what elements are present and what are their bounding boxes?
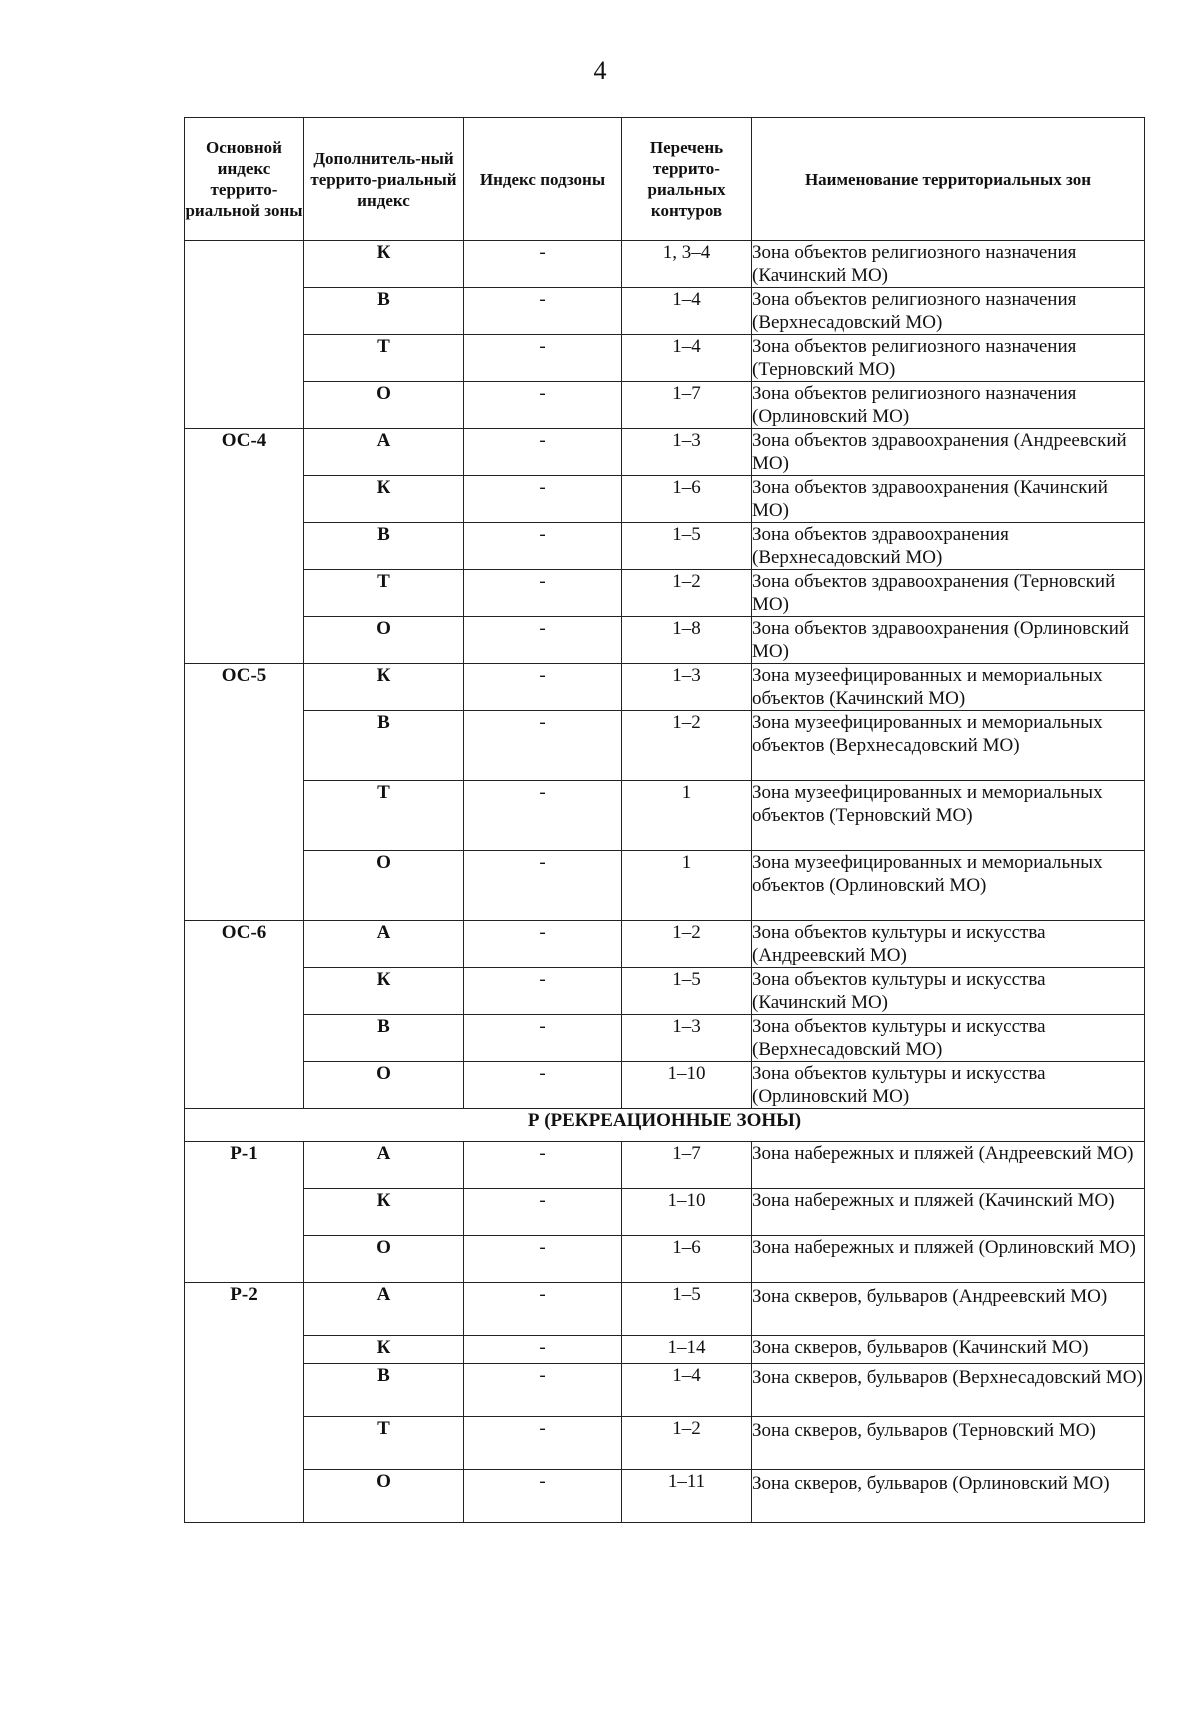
zone-name-cell: Зона музеефицированных и мемориальных объектов (Орлиновский МО): [752, 851, 1145, 921]
contours-cell: 1–4: [622, 288, 752, 335]
table-row: [185, 1336, 1145, 1364]
table-row: [185, 1236, 1145, 1283]
add-index-cell: В: [304, 711, 464, 781]
table-row: [185, 711, 1145, 781]
subzone-cell: -: [464, 288, 622, 335]
subzone-cell: -: [464, 1142, 622, 1189]
subzone-cell: -: [464, 523, 622, 570]
table-row: [185, 921, 1145, 968]
subzone-cell: -: [464, 1417, 622, 1470]
subzone-cell: -: [464, 1470, 622, 1523]
add-index-cell: Т: [304, 570, 464, 617]
add-index-cell: К: [304, 1189, 464, 1236]
contours-cell: 1–5: [622, 968, 752, 1015]
zone-name-cell: Зона объектов религиозного назначения (Орлиновский МО): [752, 382, 1145, 429]
zone-name-cell: Зона объектов культуры и искусства (Андреевский МО): [752, 921, 1145, 968]
contours-cell: 1–3: [622, 429, 752, 476]
section-row: [185, 1109, 1145, 1142]
table-row: [185, 570, 1145, 617]
add-index-cell: К: [304, 1336, 464, 1364]
add-index-cell: В: [304, 1015, 464, 1062]
table-row: [185, 476, 1145, 523]
main-index-cell: ОС-6: [185, 921, 304, 1109]
table-row: [185, 1417, 1145, 1470]
zone-name-cell: Зона скверов, бульваров (Андреевский МО): [752, 1283, 1145, 1336]
subzone-cell: -: [464, 335, 622, 382]
subzone-cell: -: [464, 1283, 622, 1336]
add-index-cell: А: [304, 921, 464, 968]
add-index-cell: Т: [304, 781, 464, 851]
main-index-cell: Р-1: [185, 1142, 304, 1283]
zone-name-cell: Зона объектов культуры и искусства (Орлиновский МО): [752, 1062, 1145, 1109]
add-index-cell: В: [304, 1364, 464, 1417]
add-index-cell: О: [304, 617, 464, 664]
header-contours: Перечень террито-риальных контуров: [622, 118, 752, 241]
zones-table: [184, 117, 1145, 1523]
contours-cell: 1–7: [622, 382, 752, 429]
table-row: [185, 1364, 1145, 1417]
zone-name-cell: Зона набережных и пляжей (Андреевский МО): [752, 1142, 1145, 1189]
zone-name-cell: Зона набережных и пляжей (Орлиновский МО): [752, 1236, 1145, 1283]
subzone-cell: -: [464, 1336, 622, 1364]
zone-name-cell: Зона объектов здравоохранения (Верхнесадовский МО): [752, 523, 1145, 570]
zone-name-cell: Зона объектов здравоохранения (Качинский МО): [752, 476, 1145, 523]
contours-cell: 1–6: [622, 1236, 752, 1283]
contours-cell: 1–3: [622, 1015, 752, 1062]
contours-cell: 1: [622, 851, 752, 921]
add-index-cell: В: [304, 288, 464, 335]
main-index-cell: Р-2: [185, 1283, 304, 1523]
subzone-cell: -: [464, 429, 622, 476]
subzone-cell: -: [464, 1189, 622, 1236]
main-index-cell: [185, 241, 304, 429]
subzone-cell: -: [464, 241, 622, 288]
section-recreational-title: Р (РЕКРЕАЦИОННЫЕ ЗОНЫ): [185, 1109, 1145, 1142]
table-row: [185, 1283, 1145, 1336]
contours-cell: 1–14: [622, 1336, 752, 1364]
header-subzone-index: Индекс подзоны: [464, 118, 622, 241]
contours-cell: 1–4: [622, 1364, 752, 1417]
subzone-cell: -: [464, 664, 622, 711]
table-row: [185, 1015, 1145, 1062]
zone-name-cell: Зона объектов культуры и искусства (Качинский МО): [752, 968, 1145, 1015]
contours-cell: 1: [622, 781, 752, 851]
contours-cell: 1–5: [622, 523, 752, 570]
subzone-cell: -: [464, 781, 622, 851]
zone-name-cell: Зона объектов здравоохранения (Терновский МО): [752, 570, 1145, 617]
contours-cell: 1–3: [622, 664, 752, 711]
contours-cell: 1–8: [622, 617, 752, 664]
zone-name-cell: Зона скверов, бульваров (Качинский МО): [752, 1336, 1145, 1364]
zone-name-cell: Зона скверов, бульваров (Верхнесадовский МО): [752, 1364, 1145, 1417]
subzone-cell: -: [464, 711, 622, 781]
subzone-cell: -: [464, 476, 622, 523]
header-main-index: Основной индекс террито-риальной зоны: [185, 118, 304, 241]
table-row: [185, 781, 1145, 851]
table-row: [185, 288, 1145, 335]
add-index-cell: Т: [304, 335, 464, 382]
table-row: [185, 1142, 1145, 1189]
subzone-cell: -: [464, 1062, 622, 1109]
zone-name-cell: Зона музеефицированных и мемориальных объектов (Верхнесадовский МО): [752, 711, 1145, 781]
add-index-cell: Т: [304, 1417, 464, 1470]
add-index-cell: К: [304, 476, 464, 523]
table-header-row: [185, 118, 1145, 241]
zone-name-cell: Зона музеефицированных и мемориальных объектов (Качинский МО): [752, 664, 1145, 711]
table-row: [185, 664, 1145, 711]
header-additional-index: Дополнитель-ный террито-риальный индекс: [304, 118, 464, 241]
subzone-cell: -: [464, 1364, 622, 1417]
subzone-cell: -: [464, 921, 622, 968]
table-row: [185, 1470, 1145, 1523]
table-row: [185, 968, 1145, 1015]
contours-cell: 1–5: [622, 1283, 752, 1336]
contours-cell: 1, 3–4: [622, 241, 752, 288]
add-index-cell: А: [304, 1283, 464, 1336]
table-row: [185, 241, 1145, 288]
table-row: [185, 429, 1145, 476]
header-zone-name: Наименование территориальных зон: [752, 118, 1145, 241]
zone-name-cell: Зона объектов религиозного назначения (Терновский МО): [752, 335, 1145, 382]
subzone-cell: -: [464, 1015, 622, 1062]
page-number: 4: [593, 56, 607, 85]
contours-cell: 1–2: [622, 921, 752, 968]
subzone-cell: -: [464, 617, 622, 664]
contours-cell: 1–4: [622, 335, 752, 382]
zone-name-cell: Зона объектов религиозного назначения (Качинский МО): [752, 241, 1145, 288]
contours-cell: 1–10: [622, 1062, 752, 1109]
add-index-cell: А: [304, 1142, 464, 1189]
add-index-cell: О: [304, 382, 464, 429]
add-index-cell: О: [304, 1470, 464, 1523]
contours-cell: 1–11: [622, 1470, 752, 1523]
zone-name-cell: Зона скверов, бульваров (Орлиновский МО): [752, 1470, 1145, 1523]
table-row: [185, 851, 1145, 921]
subzone-cell: -: [464, 1236, 622, 1283]
contours-cell: 1–2: [622, 570, 752, 617]
zone-name-cell: Зона скверов, бульваров (Терновский МО): [752, 1417, 1145, 1470]
add-index-cell: В: [304, 523, 464, 570]
add-index-cell: К: [304, 241, 464, 288]
table-row: [185, 617, 1145, 664]
table-row: [185, 1189, 1145, 1236]
zone-name-cell: Зона объектов здравоохранения (Андреевский МО): [752, 429, 1145, 476]
add-index-cell: О: [304, 851, 464, 921]
add-index-cell: О: [304, 1062, 464, 1109]
add-index-cell: К: [304, 968, 464, 1015]
zone-name-cell: Зона набережных и пляжей (Качинский МО): [752, 1189, 1145, 1236]
zone-name-cell: Зона музеефицированных и мемориальных объектов (Терновский МО): [752, 781, 1145, 851]
contours-cell: 1–6: [622, 476, 752, 523]
contours-cell: 1–2: [622, 1417, 752, 1470]
subzone-cell: -: [464, 570, 622, 617]
main-index-cell: ОС-5: [185, 664, 304, 921]
add-index-cell: О: [304, 1236, 464, 1283]
table-row: [185, 1062, 1145, 1109]
table-row: [185, 335, 1145, 382]
subzone-cell: -: [464, 382, 622, 429]
table-row: [185, 523, 1145, 570]
add-index-cell: А: [304, 429, 464, 476]
contours-cell: 1–7: [622, 1142, 752, 1189]
contours-cell: 1–2: [622, 711, 752, 781]
main-index-cell: ОС-4: [185, 429, 304, 664]
add-index-cell: К: [304, 664, 464, 711]
zone-name-cell: Зона объектов здравоохранения (Орлиновский МО): [752, 617, 1145, 664]
zone-name-cell: Зона объектов религиозного назначения (Верхнесадовский МО): [752, 288, 1145, 335]
subzone-cell: -: [464, 851, 622, 921]
subzone-cell: -: [464, 968, 622, 1015]
contours-cell: 1–10: [622, 1189, 752, 1236]
table-row: [185, 382, 1145, 429]
zone-name-cell: Зона объектов культуры и искусства (Верхнесадовский МО): [752, 1015, 1145, 1062]
